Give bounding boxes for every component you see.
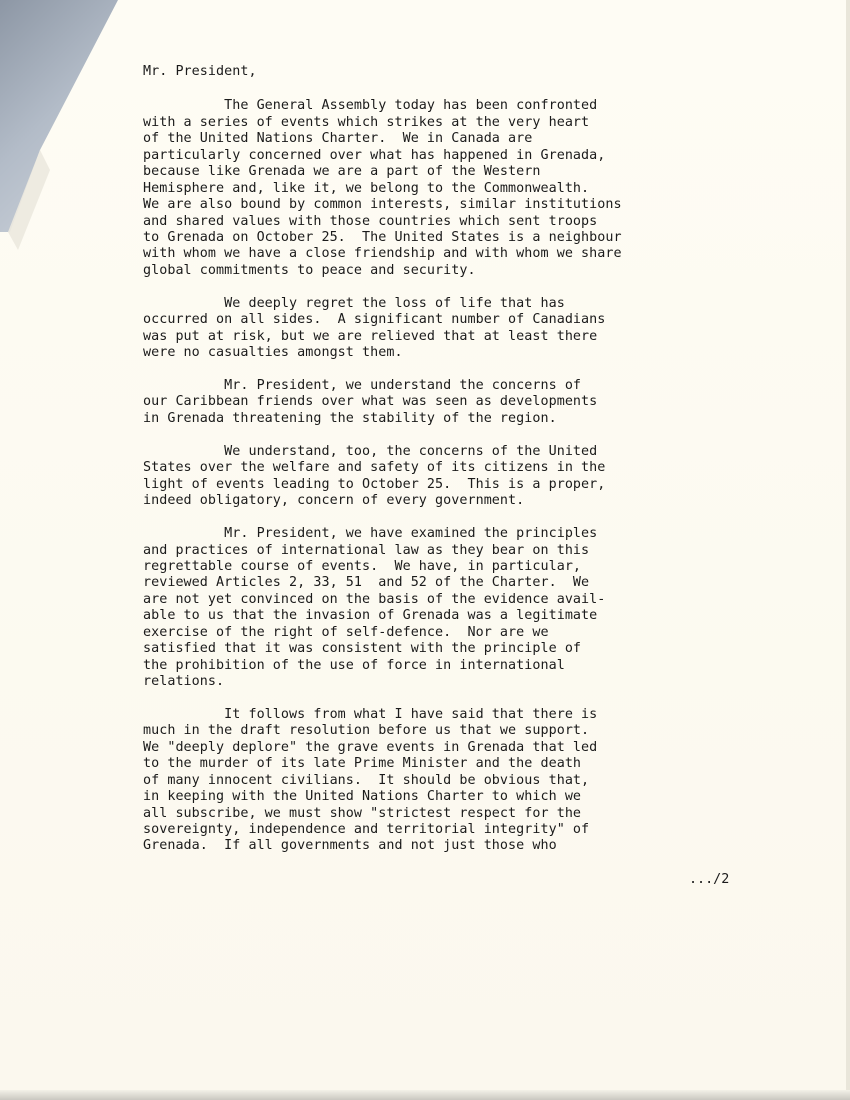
- text-line: were no casualties amongst them.: [143, 345, 403, 361]
- text-line: sovereignty, independence and territorial integrity" of: [143, 822, 590, 837]
- paragraph: [143, 378, 743, 427]
- text-line: of many innocent civilians. It should be obvious that,: [143, 772, 590, 788]
- text-line: Hemisphere and, like it, we belong to the Commonwealth.: [143, 180, 590, 196]
- text-line: with a series of events which strikes at the very heart: [143, 114, 590, 130]
- text-line: was put at risk, but we are relieved that at least there: [143, 328, 598, 344]
- text-line: exercise of the right of self-defence. Nor are we: [143, 624, 549, 640]
- paragraphs: [143, 98, 743, 854]
- text-line: to the murder of its late Prime Minister and the death: [143, 756, 582, 772]
- text-line: and practices of international law as they bear on this: [143, 542, 590, 558]
- paragraph: [143, 444, 743, 510]
- text-line: of the United Nations Charter. We in Canada are: [143, 131, 533, 147]
- text-line: able to us that the invasion of Grenada was a legitimate: [143, 608, 598, 624]
- page-continuation-marker: .../2: [689, 872, 730, 887]
- text-line: with whom we have a close friendship and with whom we share: [143, 246, 622, 262]
- text-line: to Grenada on October 25. The United States is a neighbour: [143, 229, 622, 245]
- text-line: global commitments to peace and security.: [143, 262, 476, 278]
- text-line: We understand, too, the concerns of the United: [143, 443, 598, 459]
- text-line: because like Grenada we are a part of the Western: [143, 164, 541, 180]
- text-line: occurred on all sides. A significant number of Canadians: [143, 312, 606, 328]
- text-line: and shared values with those countries which sent troops: [143, 213, 598, 229]
- paragraph: [143, 707, 743, 855]
- text-line: We deeply regret the loss of life that has: [143, 295, 565, 311]
- text-line: satisfied that it was consistent with the principle of: [143, 641, 582, 657]
- text-line: reviewed Articles 2, 33, 51 and 52 of the Charter. We: [143, 575, 590, 591]
- text-line: all subscribe, we must show "strictest respect for the: [143, 805, 582, 821]
- text-line: relations.: [143, 674, 225, 689]
- text-line: It follows from what I have said that there is: [143, 706, 598, 722]
- page-edge-right: [846, 0, 850, 1100]
- paragraph: [143, 526, 743, 690]
- letter-body: [143, 64, 743, 871]
- text-line: in Grenada threatening the stability of the region.: [143, 410, 557, 426]
- text-line: Mr. President, we have examined the principles: [143, 526, 598, 542]
- salutation: Mr. President,: [143, 64, 257, 79]
- text-line: Grenada. If all governments and not just those who: [143, 838, 557, 854]
- text-line: We are also bound by common interests, similar institutions: [143, 197, 622, 213]
- text-line: We "deeply deplore" the grave events in Grenada that led: [143, 739, 598, 755]
- text-line: regrettable course of events. We have, in particular,: [143, 558, 582, 574]
- text-line: in keeping with the United Nations Charter to which we: [143, 789, 582, 805]
- paragraph: [143, 98, 743, 279]
- text-line: indeed obligatory, concern of every government.: [143, 493, 525, 509]
- text-line: States over the welfare and safety of its citizens in the: [143, 460, 606, 476]
- text-line: our Caribbean friends over what was seen as developments: [143, 394, 598, 410]
- paragraph: [143, 296, 743, 362]
- text-line: the prohibition of the use of force in international: [143, 657, 565, 673]
- text-line: light of events leading to October 25. This is a proper,: [143, 476, 606, 492]
- text-line: are not yet convinced on the basis of the evidence avail-: [143, 591, 606, 607]
- text-line: Mr. President, we understand the concerns of: [143, 378, 582, 393]
- text-line: particularly concerned over what has happened in Grenada,: [143, 147, 606, 163]
- text-line: much in the draft resolution before us that we support.: [143, 723, 590, 739]
- page-edge-bottom: [0, 1090, 850, 1100]
- text-line: The General Assembly today has been confronted: [143, 98, 598, 114]
